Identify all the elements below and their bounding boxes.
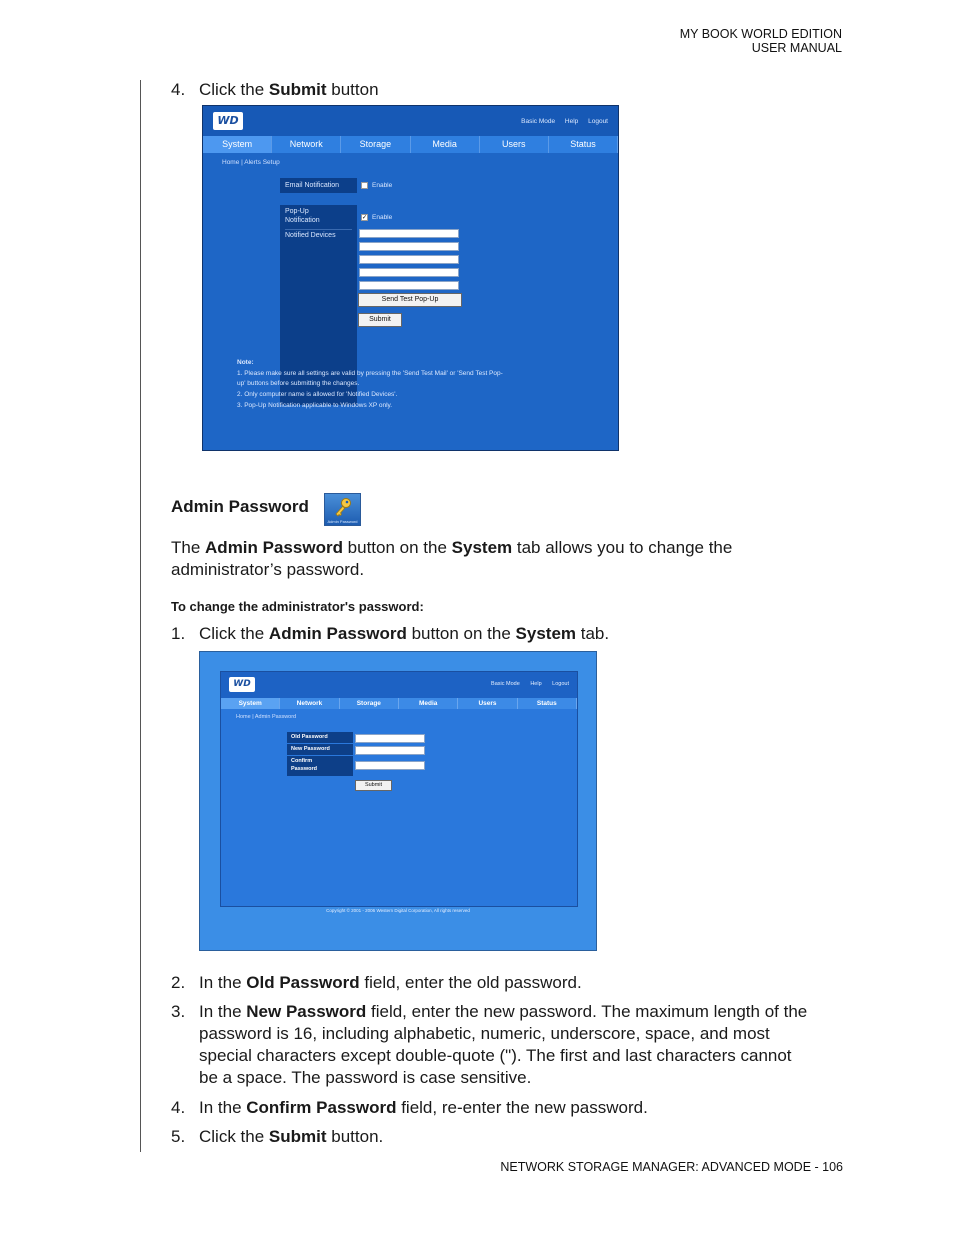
device-field-4[interactable] <box>359 268 459 277</box>
send-test-popup-button[interactable]: Send Test Pop-Up <box>358 293 462 307</box>
old-password-label: Old Password <box>287 732 353 743</box>
tab-network[interactable]: Network <box>272 136 341 153</box>
help-link[interactable]: Help <box>530 681 542 687</box>
logout-link[interactable]: Logout <box>552 681 569 687</box>
basic-mode-link[interactable]: Basic Mode <box>491 681 520 687</box>
top-bar <box>221 672 577 698</box>
top-links <box>482 681 569 687</box>
new-password-label: New Password <box>287 744 353 755</box>
notified-devices-label: Notified Devices <box>285 229 352 240</box>
wd-logo: WD <box>213 112 243 130</box>
step-number: 4. <box>171 80 186 99</box>
tab-bar <box>221 698 577 709</box>
tab-storage[interactable]: Storage <box>340 698 399 709</box>
note-line-1: 1. Please make sure all settings are valid by pressing the 'Send Test Mail' or 'Send Test Pop- <box>237 370 503 377</box>
note-line-4: 3. Pop-Up Notification applicable to Windows XP only. <box>237 402 393 409</box>
tab-system[interactable]: System <box>221 698 280 709</box>
wd-logo: WD <box>229 677 255 692</box>
section-heading: Admin Password <box>171 497 309 516</box>
header-line-2: USER MANUAL <box>751 40 842 55</box>
tab-bar <box>203 136 618 153</box>
popup-label-2: Notification <box>285 217 320 224</box>
step-text: Click the Submit button <box>199 80 379 99</box>
running-header <box>680 28 842 55</box>
device-field-1[interactable] <box>359 229 459 238</box>
intro-paragraph: The Admin Password button on the System tab allows you to change the administrator’s password. <box>171 538 733 579</box>
popup-label-1: Pop-Up <box>285 208 309 215</box>
tab-status[interactable]: Status <box>549 136 618 153</box>
old-password-field[interactable] <box>355 734 425 743</box>
tab-media[interactable]: Media <box>399 698 458 709</box>
submit-button[interactable]: Submit <box>358 313 402 327</box>
admin-password-screenshot <box>199 651 597 951</box>
header-line-1: MY BOOK WORLD EDITION <box>679 27 842 41</box>
running-footer: NETWORK STORAGE MANAGER: ADVANCED MODE - 106 <box>500 1160 843 1174</box>
top-bar <box>203 106 618 136</box>
new-password-field[interactable] <box>355 746 425 755</box>
breadcrumb: Home | Admin Password <box>236 714 297 720</box>
copyright: Copyright © 2001 - 2006 Western Digital Corporation, All rights reserved <box>326 908 470 913</box>
admin-password-button-image <box>324 493 361 526</box>
note-title: Note: <box>237 359 254 366</box>
device-field-2[interactable] <box>359 242 459 251</box>
help-link[interactable]: Help <box>564 118 579 125</box>
procedure-subheading: To change the administrator's password: <box>171 599 424 614</box>
logout-link[interactable]: Logout <box>588 118 608 125</box>
note-line-2: up' buttons before submitting the changes. <box>237 380 360 387</box>
icon-caption: Admin Password <box>327 519 358 524</box>
tab-status[interactable]: Status <box>518 698 577 709</box>
device-field-5[interactable] <box>359 281 459 290</box>
tab-storage[interactable]: Storage <box>341 136 410 153</box>
email-enable-checkbox[interactable] <box>361 182 368 189</box>
email-enable-label: Enable <box>372 182 393 189</box>
top-links <box>513 118 608 125</box>
tab-users[interactable]: Users <box>480 136 549 153</box>
popup-enable-checkbox[interactable]: ✓ <box>362 215 368 221</box>
popup-enable-label: Enable <box>372 214 393 221</box>
alerts-setup-screenshot <box>202 105 619 451</box>
tab-users[interactable]: Users <box>458 698 517 709</box>
device-field-3[interactable] <box>359 255 459 264</box>
breadcrumb: Home | Alerts Setup <box>222 159 280 166</box>
email-notification-label: Email Notification <box>280 178 357 193</box>
tab-system[interactable]: System <box>203 136 272 153</box>
submit-button[interactable]: Submit <box>355 780 392 791</box>
app-window <box>220 671 578 907</box>
confirm-password-field[interactable] <box>355 761 425 770</box>
note-line-3: 2. Only computer name is allowed for 'Notified Devices'. <box>237 391 398 398</box>
tab-network[interactable]: Network <box>280 698 339 709</box>
margin-rule <box>140 80 141 1152</box>
basic-mode-link[interactable]: Basic Mode <box>521 118 556 125</box>
key-icon <box>333 497 353 517</box>
tab-media[interactable]: Media <box>411 136 480 153</box>
confirm-password-label: Confirm Password <box>287 756 353 776</box>
